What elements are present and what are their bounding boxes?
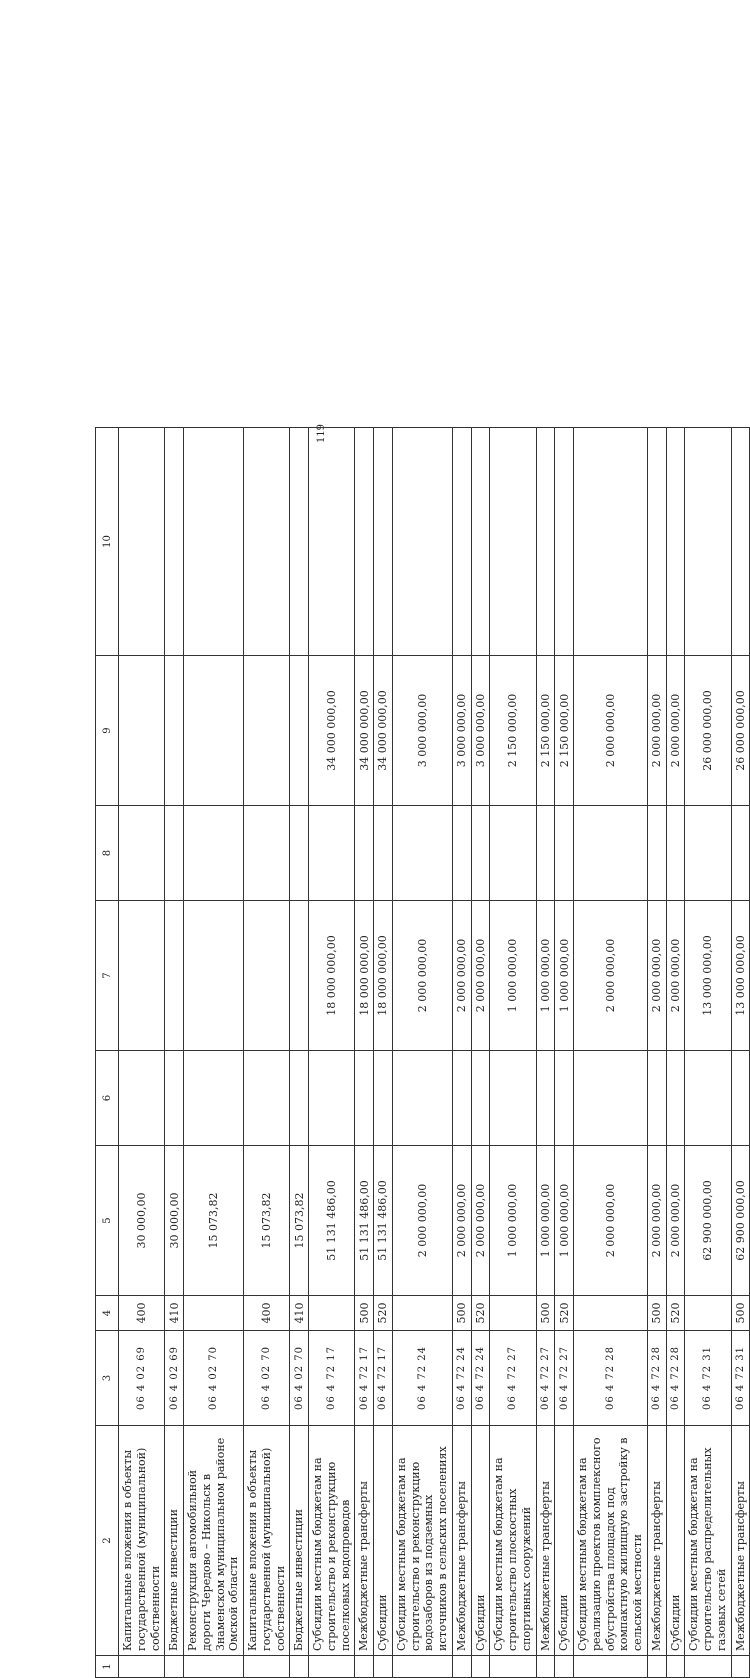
cell-v9: 3 000 000,00 xyxy=(392,656,452,806)
cell-v9: 2 000 000,00 xyxy=(666,656,685,806)
cell-empty xyxy=(165,806,184,901)
cell-v7: 2 000 000,00 xyxy=(647,901,666,1051)
cell-empty xyxy=(685,1656,731,1678)
cell-v5: 1 000 000,00 xyxy=(490,1146,536,1296)
cell-empty xyxy=(119,1656,165,1678)
cell-empty xyxy=(536,428,555,656)
header-cell: 8 xyxy=(96,806,119,901)
cell-name: Субсидии xyxy=(471,1426,490,1656)
header-cell: 4 xyxy=(96,1296,119,1331)
cell-code: 06 4 72 27 xyxy=(555,1331,574,1426)
cell-v9: 34 000 000,00 xyxy=(309,656,355,806)
cell-empty xyxy=(355,1656,374,1678)
cell-v9 xyxy=(165,656,184,806)
cell-v7 xyxy=(184,901,244,1051)
cell-empty xyxy=(392,428,452,656)
cell-empty xyxy=(574,1656,648,1678)
cell-empty xyxy=(490,1656,536,1678)
cell-name: Межбюджетные трансферты xyxy=(355,1426,374,1656)
cell-v9: 2 000 000,00 xyxy=(574,656,648,806)
cell-v5: 51 131 486,00 xyxy=(355,1146,374,1296)
cell-code: 06 4 72 24 xyxy=(471,1331,490,1426)
cell-empty xyxy=(165,1051,184,1146)
cell-v7: 1 000 000,00 xyxy=(536,901,555,1051)
header-cell: 10 xyxy=(96,428,119,656)
table-row xyxy=(309,428,355,1678)
cell-v5: 2 000 000,00 xyxy=(666,1146,685,1296)
cell-v5: 51 131 486,00 xyxy=(374,1146,393,1296)
cell-empty xyxy=(452,1051,471,1146)
header-cell: 6 xyxy=(96,1051,119,1146)
header-cell: 7 xyxy=(96,901,119,1051)
cell-name: Межбюджетные трансферты xyxy=(731,1426,750,1656)
cell-type: 410 xyxy=(165,1296,184,1331)
cell-empty xyxy=(355,1051,374,1146)
cell-v7 xyxy=(290,901,309,1051)
cell-empty xyxy=(374,806,393,901)
cell-v9: 34 000 000,00 xyxy=(355,656,374,806)
cell-name: Бюджетные инвестиции xyxy=(165,1426,184,1656)
cell-v7 xyxy=(244,901,290,1051)
cell-code: 06 4 72 24 xyxy=(452,1331,471,1426)
cell-empty xyxy=(392,1656,452,1678)
table-row xyxy=(685,428,731,1678)
table-row xyxy=(666,428,685,1678)
table-row xyxy=(555,428,574,1678)
cell-empty xyxy=(290,1051,309,1146)
cell-v9: 26 000 000,00 xyxy=(731,656,750,806)
cell-v5: 15 073,82 xyxy=(244,1146,290,1296)
cell-empty xyxy=(685,806,731,901)
cell-name: Субсидии xyxy=(374,1426,393,1656)
cell-v5: 30 000,00 xyxy=(119,1146,165,1296)
cell-v5: 2 000 000,00 xyxy=(392,1146,452,1296)
cell-empty xyxy=(490,806,536,901)
cell-empty xyxy=(536,806,555,901)
cell-empty xyxy=(731,806,750,901)
budget-table-container xyxy=(95,428,747,1678)
cell-empty xyxy=(731,1051,750,1146)
table-row xyxy=(536,428,555,1678)
cell-empty xyxy=(555,1051,574,1146)
cell-name: Межбюджетные трансферты xyxy=(536,1426,555,1656)
cell-empty xyxy=(685,428,731,656)
cell-v7: 1 000 000,00 xyxy=(490,901,536,1051)
cell-type xyxy=(685,1296,731,1331)
cell-type: 500 xyxy=(452,1296,471,1331)
cell-code: 06 4 72 24 xyxy=(392,1331,452,1426)
table-body xyxy=(119,428,750,1678)
cell-empty xyxy=(119,428,165,656)
cell-empty xyxy=(309,806,355,901)
cell-name: Капитальные вложения в объекты государственной (муниципальной) собственности xyxy=(244,1426,290,1656)
cell-v5: 30 000,00 xyxy=(165,1146,184,1296)
cell-code: 06 4 72 27 xyxy=(490,1331,536,1426)
table-row xyxy=(647,428,666,1678)
cell-empty xyxy=(536,1051,555,1146)
cell-v7: 2 000 000,00 xyxy=(666,901,685,1051)
table-row xyxy=(392,428,452,1678)
page-number: 119 xyxy=(316,423,328,444)
cell-name: Капитальные вложения в объекты государственной (муниципальной) собственности xyxy=(119,1426,165,1656)
cell-v9: 26 000 000,00 xyxy=(685,656,731,806)
table-row xyxy=(184,428,244,1678)
cell-name: Субсидии xyxy=(555,1426,574,1656)
table-row xyxy=(119,428,165,1678)
cell-empty xyxy=(374,428,393,656)
cell-empty xyxy=(309,1656,355,1678)
cell-empty xyxy=(374,1656,393,1678)
header-row xyxy=(96,428,119,1678)
table-row xyxy=(374,428,393,1678)
cell-code: 06 4 72 28 xyxy=(647,1331,666,1426)
cell-v5: 2 000 000,00 xyxy=(647,1146,666,1296)
cell-empty xyxy=(452,1656,471,1678)
cell-empty xyxy=(119,1051,165,1146)
cell-empty xyxy=(685,1051,731,1146)
table-row xyxy=(471,428,490,1678)
cell-code: 06 4 72 17 xyxy=(355,1331,374,1426)
cell-empty xyxy=(574,1051,648,1146)
cell-empty xyxy=(555,428,574,656)
cell-empty xyxy=(555,806,574,901)
cell-code: 06 4 72 27 xyxy=(536,1331,555,1426)
cell-v7: 13 000 000,00 xyxy=(731,901,750,1051)
cell-type: 400 xyxy=(119,1296,165,1331)
cell-empty xyxy=(184,1656,244,1678)
cell-name: Субсидии местным бюджетам на строительство и реконструкцию водозаборов из подземных источников в сельских поселениях xyxy=(392,1426,452,1656)
table-row xyxy=(165,428,184,1678)
cell-code: 06 4 72 17 xyxy=(374,1331,393,1426)
cell-empty xyxy=(490,428,536,656)
cell-v5: 2 000 000,00 xyxy=(452,1146,471,1296)
cell-empty xyxy=(647,806,666,901)
header-cell: 5 xyxy=(96,1146,119,1296)
cell-empty xyxy=(290,428,309,656)
cell-code: 06 4 02 69 xyxy=(165,1331,184,1426)
cell-v5: 51 131 486,00 xyxy=(309,1146,355,1296)
cell-empty xyxy=(165,428,184,656)
cell-code: 06 4 72 17 xyxy=(309,1331,355,1426)
cell-name: Бюджетные инвестиции xyxy=(290,1426,309,1656)
cell-code: 06 4 02 70 xyxy=(290,1331,309,1426)
cell-empty xyxy=(244,1051,290,1146)
cell-v5: 1 000 000,00 xyxy=(536,1146,555,1296)
cell-empty xyxy=(184,428,244,656)
cell-empty xyxy=(452,806,471,901)
cell-empty xyxy=(731,428,750,656)
cell-empty xyxy=(244,806,290,901)
cell-v9: 2 150 000,00 xyxy=(490,656,536,806)
cell-v5: 62 900 000,00 xyxy=(685,1146,731,1296)
cell-v9: 3 000 000,00 xyxy=(452,656,471,806)
table-row xyxy=(574,428,648,1678)
cell-empty xyxy=(647,428,666,656)
cell-type: 520 xyxy=(471,1296,490,1331)
cell-type: 500 xyxy=(536,1296,555,1331)
cell-type: 520 xyxy=(666,1296,685,1331)
cell-code: 06 4 72 31 xyxy=(731,1331,750,1426)
cell-v9 xyxy=(244,656,290,806)
cell-v7: 1 000 000,00 xyxy=(555,901,574,1051)
cell-empty xyxy=(490,1051,536,1146)
table-row xyxy=(355,428,374,1678)
cell-empty xyxy=(355,428,374,656)
cell-empty xyxy=(666,806,685,901)
cell-empty xyxy=(355,806,374,901)
cell-empty xyxy=(184,806,244,901)
cell-empty xyxy=(666,1656,685,1678)
cell-empty xyxy=(244,428,290,656)
cell-empty xyxy=(165,1656,184,1678)
cell-v7: 18 000 000,00 xyxy=(355,901,374,1051)
cell-empty xyxy=(452,428,471,656)
cell-type: 520 xyxy=(555,1296,574,1331)
cell-empty xyxy=(471,1051,490,1146)
cell-name: Субсидии местным бюджетам на строительство плоскостных спортивных сооружений xyxy=(490,1426,536,1656)
cell-v9: 3 000 000,00 xyxy=(471,656,490,806)
cell-v7: 2 000 000,00 xyxy=(392,901,452,1051)
cell-type xyxy=(490,1296,536,1331)
header-cell: 2 xyxy=(96,1426,119,1656)
cell-type: 500 xyxy=(647,1296,666,1331)
cell-v5: 62 900 000,00 xyxy=(731,1146,750,1296)
cell-empty xyxy=(731,1656,750,1678)
cell-empty xyxy=(574,806,648,901)
header-cell: 1 xyxy=(96,1656,119,1678)
table-row xyxy=(490,428,536,1678)
cell-empty xyxy=(244,1656,290,1678)
cell-code: 06 4 72 28 xyxy=(574,1331,648,1426)
table-row xyxy=(290,428,309,1678)
cell-code: 06 4 72 31 xyxy=(685,1331,731,1426)
cell-empty xyxy=(471,1656,490,1678)
cell-v7: 18 000 000,00 xyxy=(374,901,393,1051)
cell-empty xyxy=(290,1656,309,1678)
cell-empty xyxy=(666,1051,685,1146)
table-row xyxy=(244,428,290,1678)
cell-type: 500 xyxy=(731,1296,750,1331)
cell-v7: 18 000 000,00 xyxy=(309,901,355,1051)
cell-v9 xyxy=(119,656,165,806)
cell-empty xyxy=(290,806,309,901)
cell-code: 06 4 72 28 xyxy=(666,1331,685,1426)
cell-code: 06 4 02 70 xyxy=(244,1331,290,1426)
cell-code: 06 4 02 70 xyxy=(184,1331,244,1426)
cell-name: Межбюджетные трансферты xyxy=(647,1426,666,1656)
cell-empty xyxy=(647,1656,666,1678)
cell-type: 500 xyxy=(355,1296,374,1331)
cell-v9 xyxy=(290,656,309,806)
cell-empty xyxy=(392,1051,452,1146)
cell-v7: 2 000 000,00 xyxy=(574,901,648,1051)
cell-empty xyxy=(119,806,165,901)
cell-name: Субсидии местным бюджетам на строительство распределительных газовых сетей xyxy=(685,1426,731,1656)
cell-v5: 2 000 000,00 xyxy=(574,1146,648,1296)
cell-empty xyxy=(374,1051,393,1146)
cell-empty xyxy=(471,806,490,901)
cell-type: 410 xyxy=(290,1296,309,1331)
cell-empty xyxy=(471,428,490,656)
cell-name: Субсидии местным бюджетам на строительство и реконструкцию поселковых водопроводов xyxy=(309,1426,355,1656)
cell-v5: 1 000 000,00 xyxy=(555,1146,574,1296)
cell-type: 520 xyxy=(374,1296,393,1331)
cell-empty xyxy=(574,428,648,656)
cell-v7 xyxy=(119,901,165,1051)
cell-empty xyxy=(309,428,355,656)
cell-v9: 2 000 000,00 xyxy=(647,656,666,806)
cell-v9: 34 000 000,00 xyxy=(374,656,393,806)
cell-type xyxy=(392,1296,452,1331)
cell-empty xyxy=(536,1656,555,1678)
cell-v7: 13 000 000,00 xyxy=(685,901,731,1051)
cell-v9: 2 150 000,00 xyxy=(536,656,555,806)
cell-type xyxy=(184,1296,244,1331)
cell-v7 xyxy=(165,901,184,1051)
cell-v5: 15 073,82 xyxy=(184,1146,244,1296)
cell-empty xyxy=(555,1656,574,1678)
cell-empty xyxy=(309,1051,355,1146)
cell-name: Реконструкция автомобильной дороги Чередово – Никольск в Знаменском муниципальном районе Омской области xyxy=(184,1426,244,1656)
cell-empty xyxy=(666,428,685,656)
cell-v9 xyxy=(184,656,244,806)
header-cell: 9 xyxy=(96,656,119,806)
cell-v5: 15 073,82 xyxy=(290,1146,309,1296)
cell-type: 400 xyxy=(244,1296,290,1331)
budget-table xyxy=(95,427,750,1678)
cell-v9: 2 150 000,00 xyxy=(555,656,574,806)
cell-empty xyxy=(184,1051,244,1146)
cell-name: Межбюджетные трансферты xyxy=(452,1426,471,1656)
cell-v7: 2 000 000,00 xyxy=(471,901,490,1051)
header-cell: 3 xyxy=(96,1331,119,1426)
cell-empty xyxy=(392,806,452,901)
table-row xyxy=(452,428,471,1678)
cell-name: Субсидии местным бюджетам на реализацию проектов комплексного обустройства площадок под компактную жилищную застройку в сельской местности xyxy=(574,1426,648,1656)
cell-v5: 2 000 000,00 xyxy=(471,1146,490,1296)
cell-type xyxy=(574,1296,648,1331)
cell-code: 06 4 02 69 xyxy=(119,1331,165,1426)
cell-name: Субсидии xyxy=(666,1426,685,1656)
table-row xyxy=(731,428,750,1678)
cell-empty xyxy=(647,1051,666,1146)
cell-v7: 2 000 000,00 xyxy=(452,901,471,1051)
cell-type xyxy=(309,1296,355,1331)
